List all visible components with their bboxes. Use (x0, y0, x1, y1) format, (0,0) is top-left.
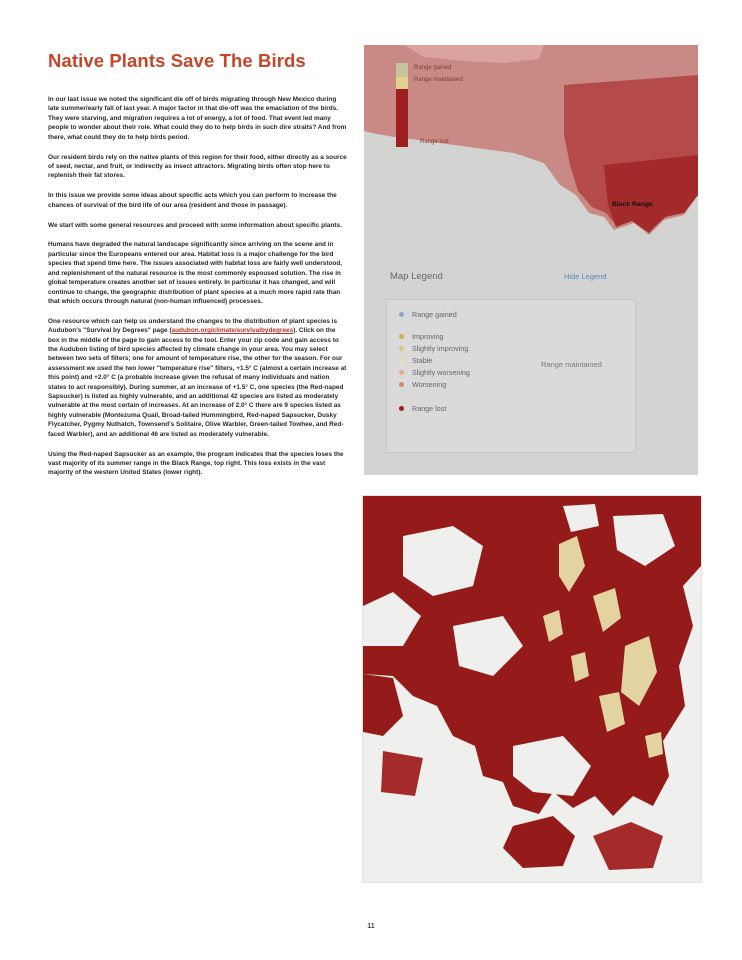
paragraph-5: Humans have degraded the natural landscape significantly since arriving on the scene and in particular since the Europeans entered our area. Habitat loss is a major challenge for the bird species that spend time here. The issues associated with habitat loss are fairly well understood, and replenishment of the natural resource is the most commonly espoused solution. The rise in global temperature creates another set of issues entirely. In particular it has changed, and will continue to change, the geographic distribution of plant species at a much more rapid rate than that which occurs through natural (non-human influenced) processes. (48, 241, 343, 305)
legend-range-maintained-label: Range maintained (541, 360, 602, 369)
page-number: 11 (367, 923, 375, 930)
range-gained-dot-icon (399, 312, 404, 317)
paragraph-6-text-b: ). Click on the box in the middle of the page to gain access to the tool. Enter your zip code and gain access to the Audubon listing of bird species affected by climate change in your area. You may select between two sets of filters; one for amount of temperature rise, the other for the season. For our assessment we used the two lower "temperature rise" filters, +1.5° C (almost a certain increase at this point) and +2.0° C (a probable increase given the refusal of many individuals and nation states to act responsibly). During summer, at an increase of +1.5° C, one species (the Red-naped Sapsucker) is listed as highly vulnerable, and an additional 42 species are listed as moderately vulnerable at the most certain of increases. At an increase of 2.0° C there are 9 species listed as highly vulnerable (Montezuma Quail, Broad-tailed Hummingbird, Red-naped Sapsucker, Dusky Flycatcher, Pygmy Nuthatch, Townsend's Solitaire, Olive Warbler, Green-tailed Towhee, and Red-faced Warbler), and an additional 46 are listed as moderately vulnerable. (48, 327, 347, 438)
legend-item-slightly-improving (399, 344, 468, 353)
stable-dot-icon (399, 358, 404, 363)
legend-item-stable (399, 356, 432, 365)
key-swatch-lost (396, 89, 408, 147)
legend-item-range-gained (399, 310, 457, 319)
legend-item-improving (399, 332, 444, 341)
paragraph-6 (48, 317, 348, 439)
hide-legend-link[interactable]: Hide Legend (564, 272, 607, 281)
black-range-label: Black Range (612, 201, 653, 208)
key-swatch-maintained (396, 77, 408, 89)
audubon-link[interactable]: audubon.org/climate/survivalbydegrees (171, 327, 294, 335)
article-body (48, 95, 348, 488)
paragraph-1: In our last issue we noted the significant die off of birds migrating through New Mexico during late summer/early fall of last year. A major factor in that die-off was the emaciation of the birds. They were starving, and migration requires a lot of energy, a lot of food. That event led many people to wonder about their role. What could they do to help birds in such dire straits? And from there, what could they do to help birds period. (48, 96, 347, 141)
legend-item-worsening (399, 380, 446, 389)
legend-label: Worsening (412, 380, 447, 389)
key-swatch-gained (396, 63, 408, 77)
legend-label: Slightly improving (412, 344, 469, 353)
legend-item-range-lost (399, 404, 446, 413)
range-lost-dot-icon (399, 406, 404, 411)
legend-title: Map Legend (390, 271, 443, 282)
legend-label: Range lost (412, 404, 447, 413)
western-us-range-map (362, 495, 702, 883)
legend-label: Slightly worsening (412, 368, 470, 377)
legend-box (386, 299, 636, 453)
slightly-improving-dot-icon (399, 346, 404, 351)
improving-dot-icon (399, 334, 404, 339)
paragraph-4: We start with some general resources and proceed with some information about specific plants. (48, 221, 342, 229)
key-label-gained: Range gained (414, 65, 452, 71)
legend-item-slightly-worsening (399, 368, 470, 377)
legend-label: Range gained (412, 310, 457, 319)
key-label-maintained: Range maintained (414, 77, 463, 83)
paragraph-2: Our resident birds rely on the native plants of this region for their food, either directly as a source of seed, nectar, and fruit, or indirectly as insect attractors. Migrating birds often stop here to replenish their fat stores. (48, 153, 347, 180)
legend-label: Stable (412, 356, 433, 365)
paragraph-6-text-a: One resource which can help us understand the changes to the distribution of plant species is Audubon's "Survival by Degrees" page ( (48, 317, 338, 335)
worsening-dot-icon (399, 382, 404, 387)
western-us-range-map-graphic (363, 496, 701, 882)
key-label-lost: Range lost (420, 139, 449, 145)
legend-label: Improving (412, 332, 444, 341)
black-range-map (364, 45, 698, 475)
article-title: Native Plants Save The Birds (48, 50, 306, 71)
paragraph-3: In this issue we provide some ideas about specific acts which you can perform to increase the chances of survival of the bird life of our area (resident and those in passage). (48, 192, 337, 209)
paragraph-7: Using the Red-naped Sapsucker as an example, the program indicates that the species loses the vast majority of its summer range in the Black Range, top right. This loss exists in the vast majority of the western United States (lower right). (48, 450, 344, 477)
slightly-worsening-dot-icon (399, 370, 404, 375)
